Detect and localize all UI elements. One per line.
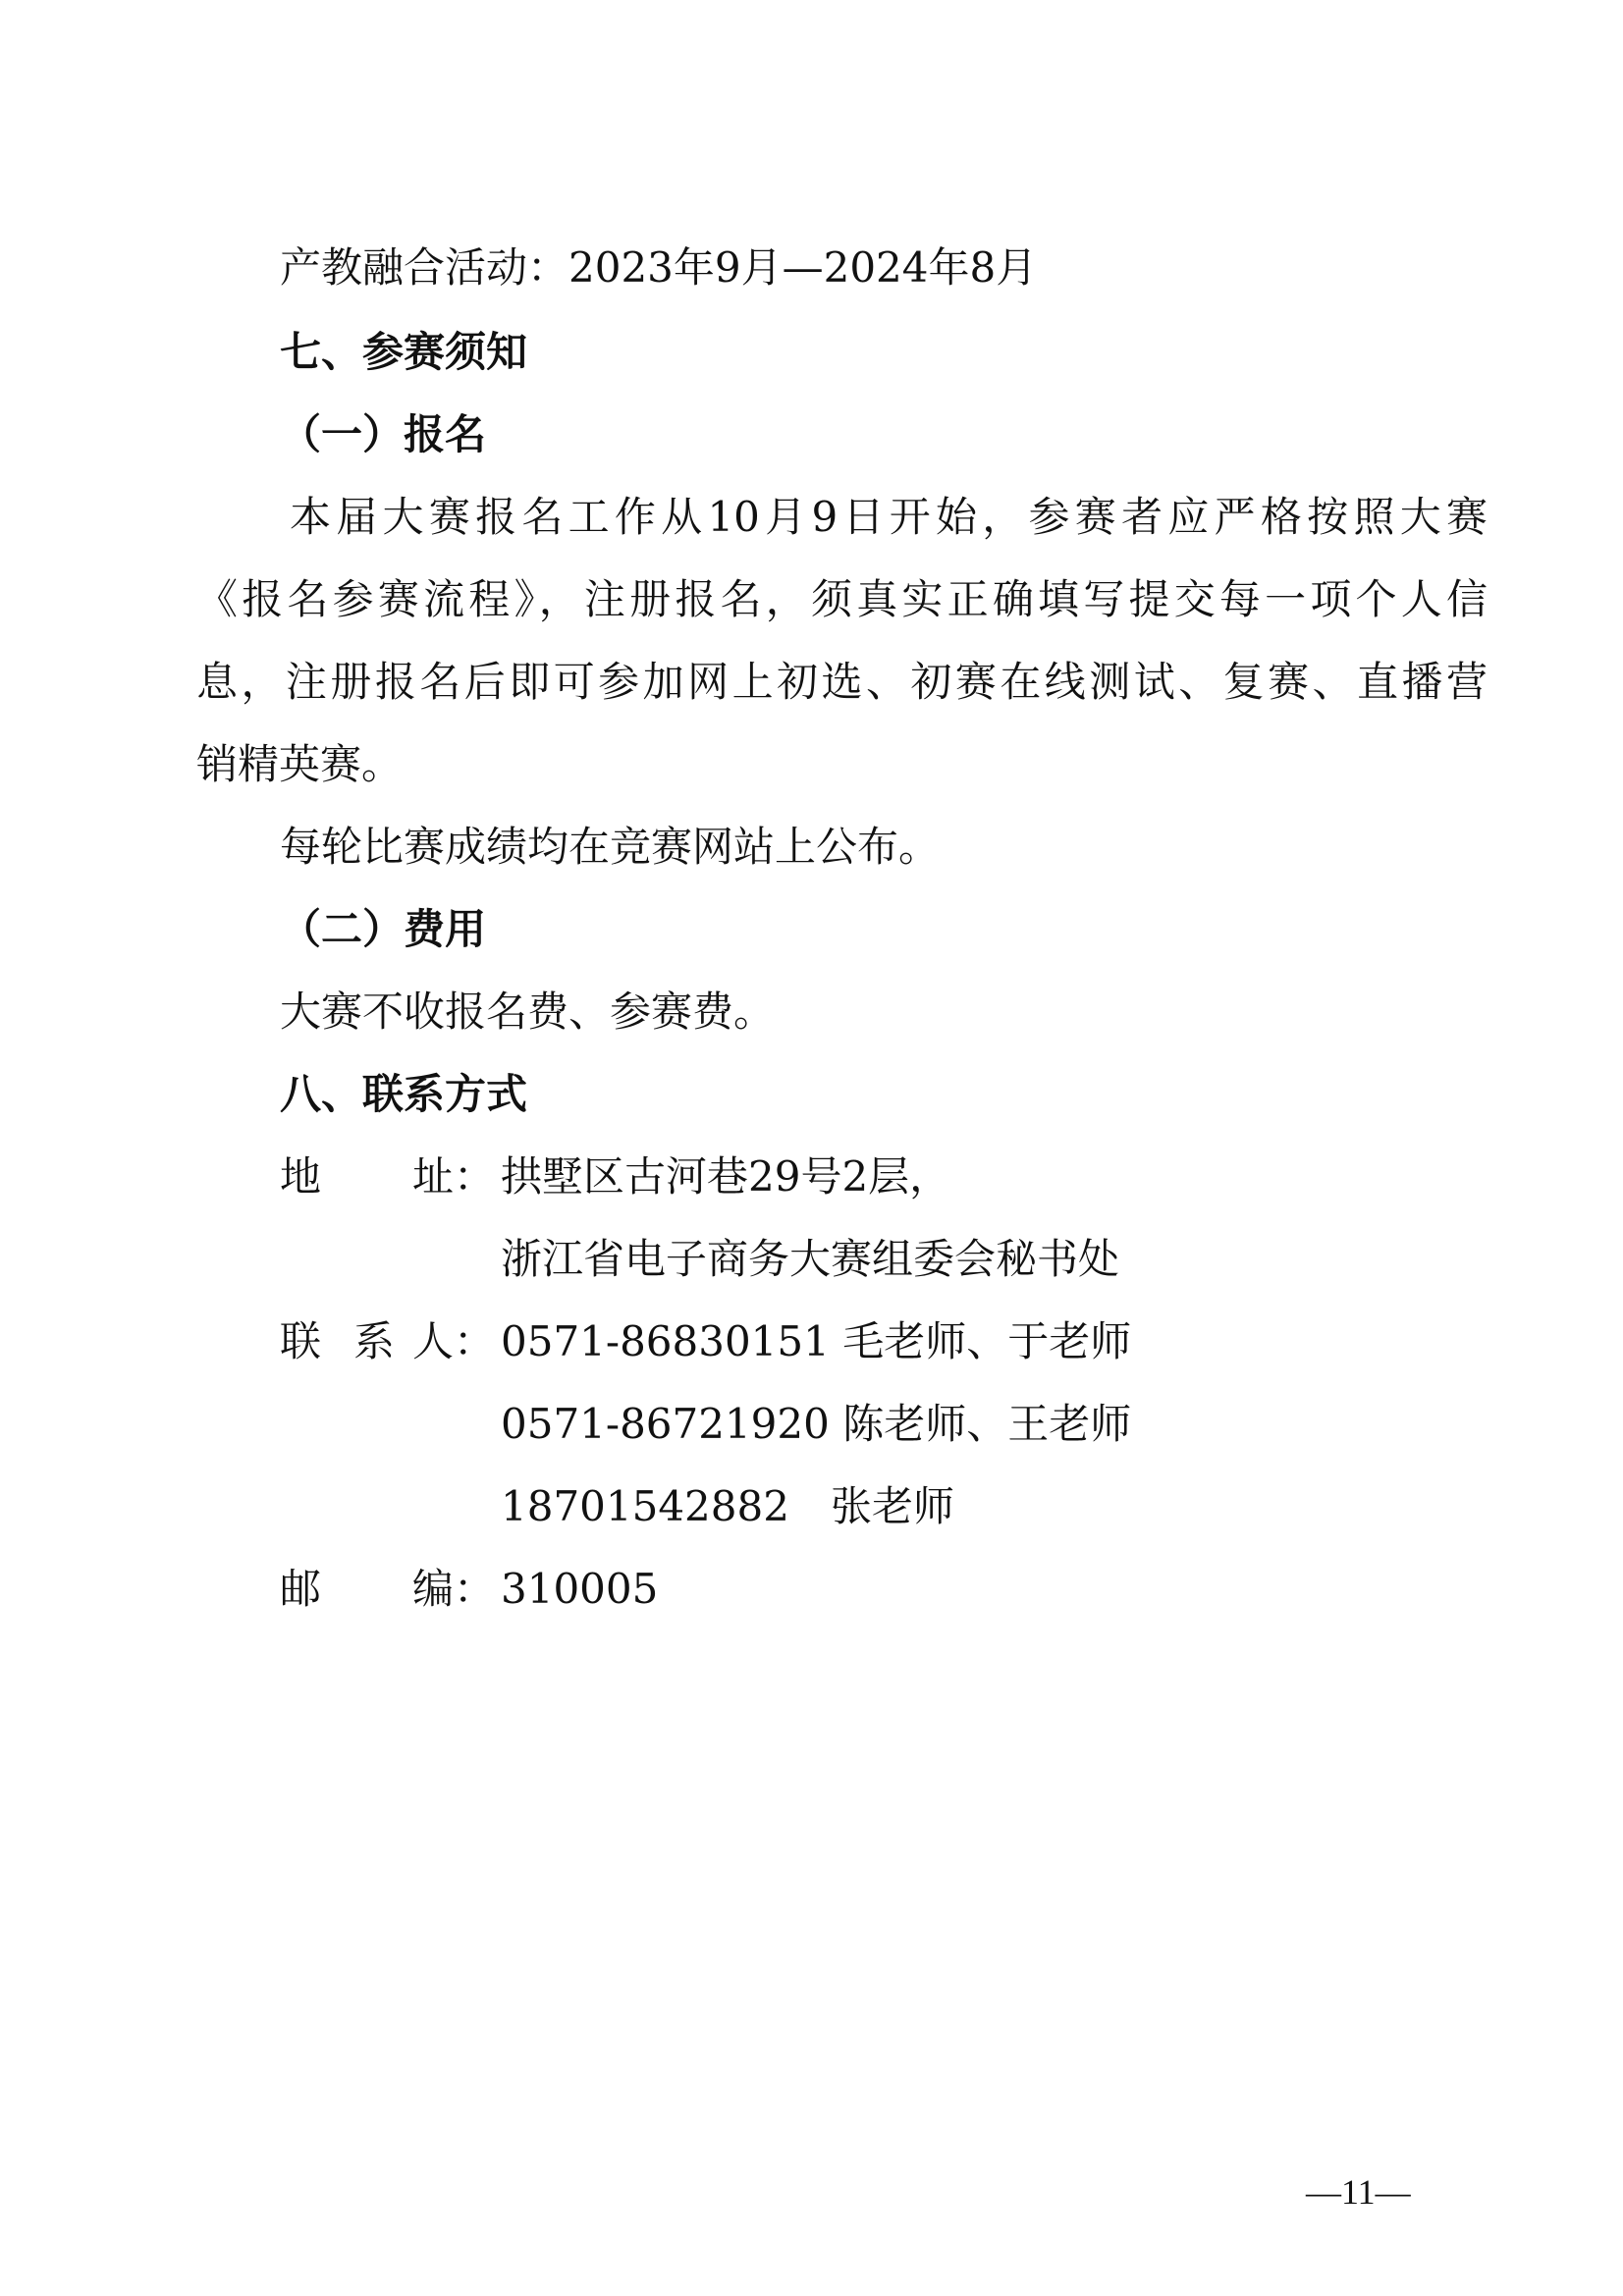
address-label-char-2: 址：	[412, 1152, 496, 1201]
section-7-heading: 七、参赛须知	[280, 328, 528, 376]
contact-label-char-1: 联	[280, 1317, 322, 1365]
contact-line-1: 0571-86830151 毛老师、于老师	[501, 1317, 1132, 1365]
postcode-value: 310005	[501, 1565, 659, 1613]
section-8-heading: 八、联系方式	[280, 1070, 528, 1118]
paragraph-1-line-1: 本届大赛报名工作从10月9日开始，参赛者应严格按照大赛	[290, 493, 1488, 541]
address-label-char-1: 地	[280, 1152, 322, 1201]
contact-line-3: 18701542882 张老师	[501, 1482, 954, 1530]
paragraph-1-line-2: 《报名参赛流程》，注册报名，须真实正确填写提交每一项个人信	[196, 575, 1488, 623]
contact-line-2: 0571-86721920 陈老师、王老师	[501, 1400, 1132, 1448]
subsection-2-heading: （二）费用	[280, 905, 487, 953]
paragraph-3: 大赛不收报名费、参赛费。	[280, 988, 776, 1036]
postcode-label-char-1: 邮	[280, 1565, 322, 1613]
address-line-2: 浙江省电子商务大赛组委会秘书处	[501, 1235, 1120, 1283]
postcode-label-char-2: 编：	[412, 1565, 496, 1613]
schedule-line: 产教融合活动：2023年9月—2024年8月	[280, 243, 1038, 292]
contact-label-char-2: 系	[353, 1317, 396, 1365]
subsection-1-heading: （一）报名	[280, 410, 487, 458]
paragraph-2: 每轮比赛成绩均在竞赛网站上公布。	[280, 823, 941, 871]
contact-label-char-3: 人：	[412, 1317, 496, 1365]
address-line-1: 拱墅区古河巷29号2层，	[501, 1152, 951, 1201]
page-number: —11—	[1306, 2172, 1411, 2212]
paragraph-1-line-3: 息，注册报名后即可参加网上初选、初赛在线测试、复赛、直播营	[196, 658, 1488, 706]
paragraph-1-line-4: 销精英赛。	[196, 740, 404, 788]
